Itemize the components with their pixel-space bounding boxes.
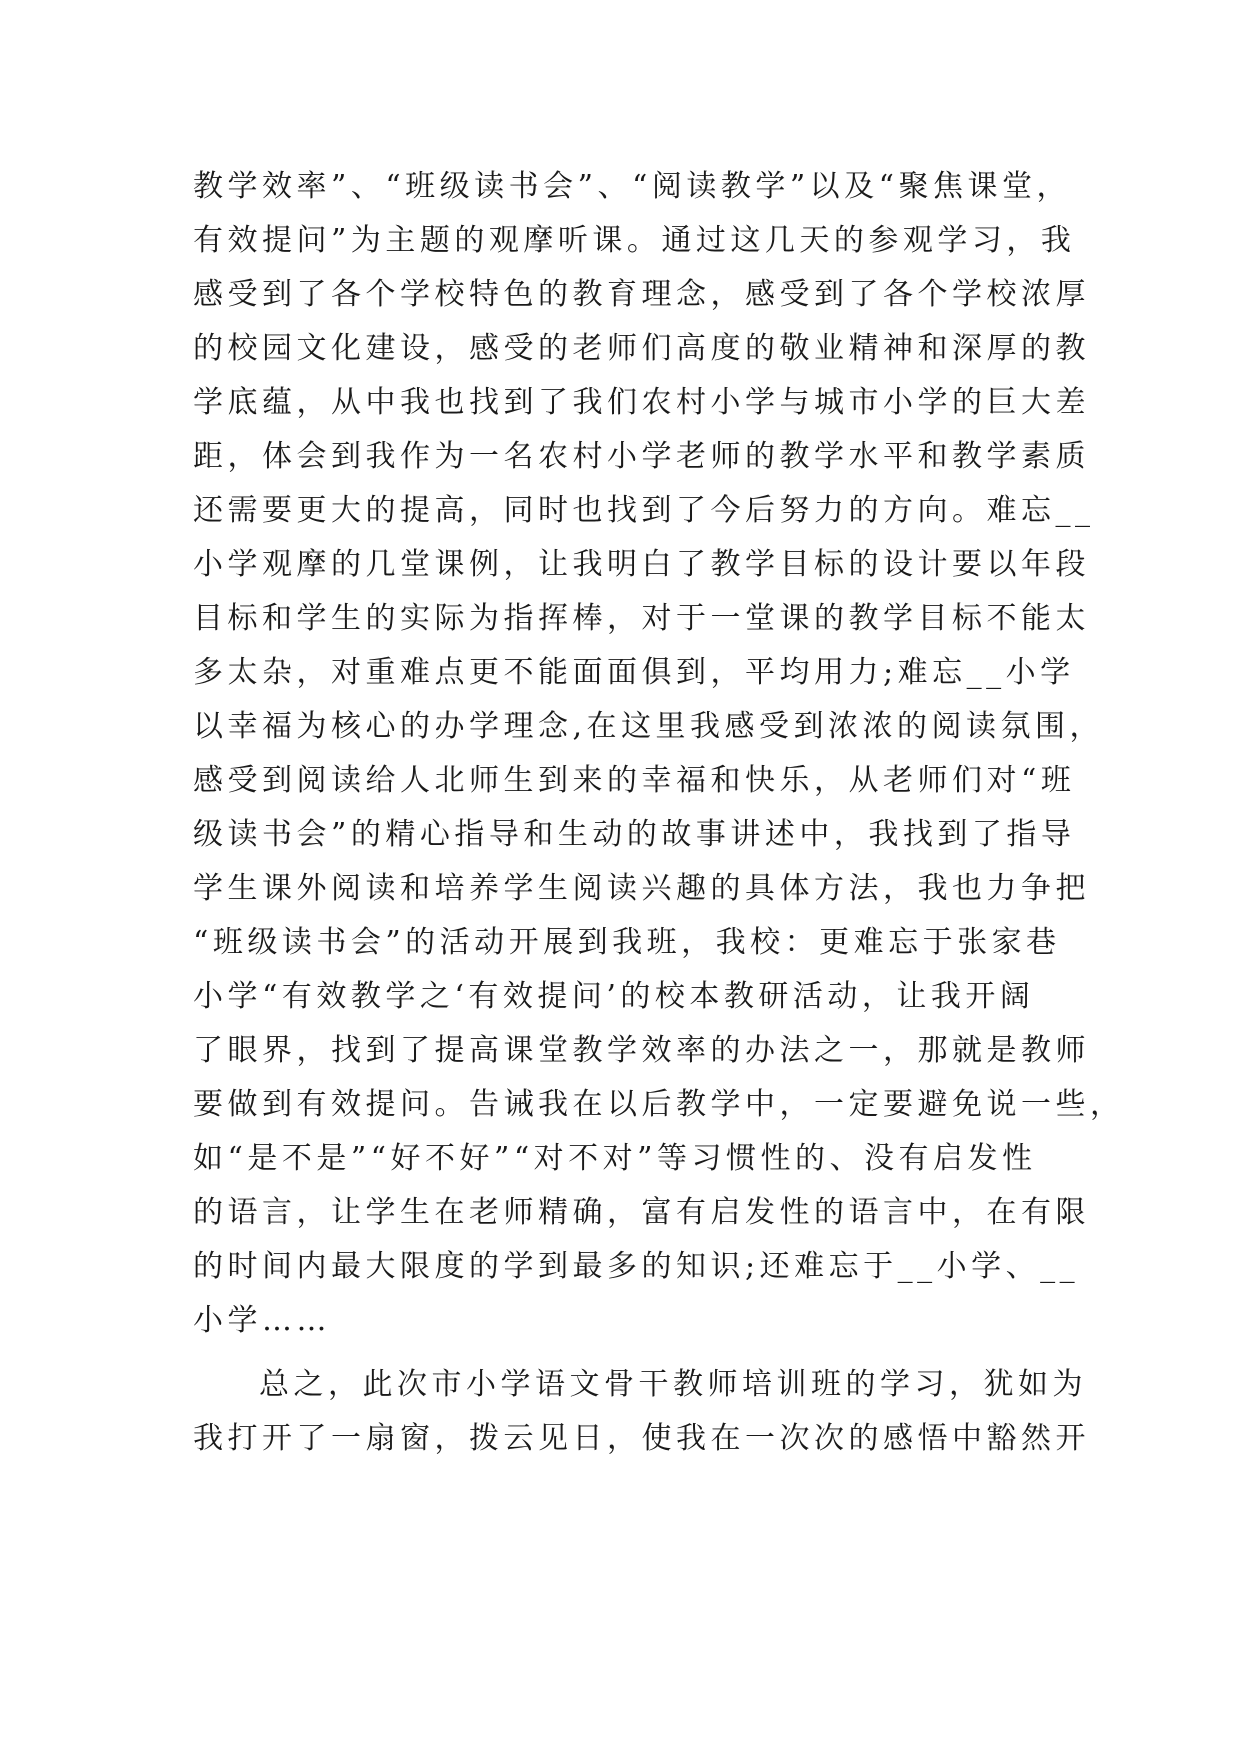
text-line: 的语言，让学生在老师精确，富有启发性的语言中，在有限	[193, 1195, 1090, 1230]
text-line: 要做到有效提问。告诫我在以后教学中，一定要避免说一些，	[193, 1087, 1125, 1122]
text-line: 多太杂，对重难点更不能面面俱到，平均用力;难忘__小学	[193, 655, 1075, 690]
document-body	[193, 160, 1125, 1466]
text-line: 学底蕴，从中我也找到了我们农村小学与城市小学的巨大差	[193, 385, 1090, 420]
text-line: 我打开了一扇窗，拨云见日，使我在一次次的感悟中豁然开	[193, 1421, 1090, 1456]
text-line: 级读书会”的精心指导和生动的故事讲述中，我找到了指导	[193, 817, 1076, 852]
text-line: 感受到阅读给人北师生到来的幸福和快乐，从老师们对“班	[193, 763, 1076, 798]
text-line: 如“是不是”“好不好”“对不对”等习惯性的、没有启发性	[193, 1141, 1037, 1176]
text-line: 感受到了各个学校特色的教育理念，感受到了各个学校浓厚	[193, 277, 1090, 312]
text-line: 学生课外阅读和培养学生阅读兴趣的具体方法，我也力争把	[193, 871, 1090, 906]
text-line: 总之，此次市小学语文骨干教师培训班的学习，犹如为	[259, 1367, 1087, 1402]
text-line: 小学观摩的几堂课例，让我明白了教学目标的设计要以年段	[193, 547, 1090, 582]
text-line: 以幸福为核心的办学理念,在这里我感受到浓浓的阅读氛围，	[193, 709, 1105, 744]
text-line: 小学……	[193, 1303, 331, 1338]
text-line: 目标和学生的实际为指挥棒，对于一堂课的教学目标不能太	[193, 601, 1090, 636]
paragraph-1	[193, 160, 1125, 1348]
text-line: 的校园文化建设，感受的老师们高度的敬业精神和深厚的教	[193, 331, 1090, 366]
text-line: 教学效率”、“班级读书会”、“阅读教学”以及“聚焦课堂，	[193, 169, 1072, 204]
paragraph-2	[193, 1358, 1090, 1466]
text-line: 的时间内最大限度的学到最多的知识;还难忘于__小学、__	[193, 1249, 1080, 1284]
text-line: 有效提问”为主题的观摩听课。通过这几天的参观学习，我	[193, 223, 1076, 258]
text-line: 小学“有效教学之‘有效提问’的校本教研活动，让我开阔	[193, 979, 1035, 1014]
text-line: “班级读书会”的活动开展到我班，我校：更难忘于张家巷	[193, 925, 1061, 960]
text-line: 了眼界，找到了提高课堂教学效率的办法之一，那就是教师	[193, 1033, 1090, 1068]
paragraph-gap	[193, 1348, 1063, 1358]
text-line: 距，体会到我作为一名农村小学老师的教学水平和教学素质	[193, 439, 1090, 474]
text-line: 还需要更大的提高，同时也找到了今后努力的方向。难忘__	[193, 493, 1095, 528]
